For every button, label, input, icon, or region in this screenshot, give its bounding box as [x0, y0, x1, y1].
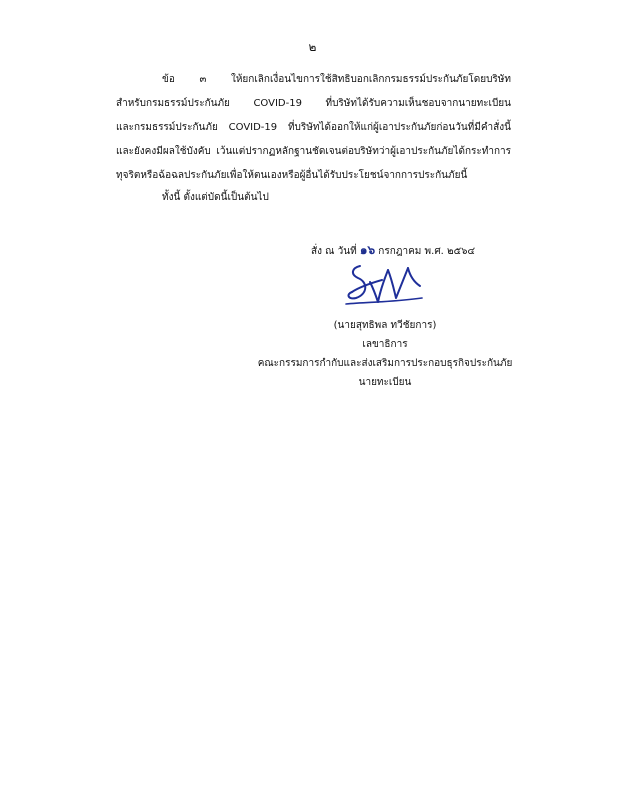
- closing-statement: ทั้งนี้ ตั้งแต่บัดนี้เป็นต้นไป: [162, 192, 269, 203]
- signature-block: [250, 316, 520, 392]
- issued-day: ๑๖: [359, 243, 376, 257]
- clause-line: ทุจริตหรือฉ้อฉลประกันภัยเพื่อให้ตนเองหรือผู้อื่นได้รับประโยชน์จากการประกันภัยนี้: [116, 170, 468, 181]
- signatory-position: เลขาธิการ: [362, 339, 408, 350]
- issued-prefix: สั่ง ณ วันที่: [311, 246, 357, 257]
- issued-month-year: กรกฎาคม พ.ศ. ๒๕๖๔: [378, 246, 476, 257]
- page-number: ๒: [308, 40, 317, 54]
- clause-line: และยังคงมีผลใช้บังคับ เว้นแต่ปรากฏหลักฐานชัดเจนต่อบริษัทว่าผู้เอาประกันภัยได้กระทำการ: [116, 146, 511, 157]
- clause-line: และกรมธรรม์ประกันภัย COVID-19 ที่บริษัทได้ออกให้แก่ผู้เอาประกันภัยก่อนวันที่มีคำสั่งนี้: [116, 122, 511, 133]
- clause-line: ข้อ ๓ ให้ยกเลิกเงื่อนไขการใช้สิทธิบอกเลิกกรมธรรม์ประกันภัยโดยบริษัท: [162, 74, 511, 85]
- clause-line: สำหรับกรมธรรม์ประกันภัย COVID-19 ที่บริษัทได้รับความเห็นชอบจากนายทะเบียน: [116, 98, 511, 109]
- signature-image: [338, 258, 428, 314]
- signatory-name: (นายสุทธิพล ทวีชัยการ): [333, 320, 437, 331]
- clause-paragraph: [116, 68, 511, 188]
- signatory-office: คณะกรรมการกำกับและส่งเสริมการประกอบธุรกิจประกันภัย: [257, 358, 513, 369]
- signatory-role: นายทะเบียน: [358, 377, 412, 388]
